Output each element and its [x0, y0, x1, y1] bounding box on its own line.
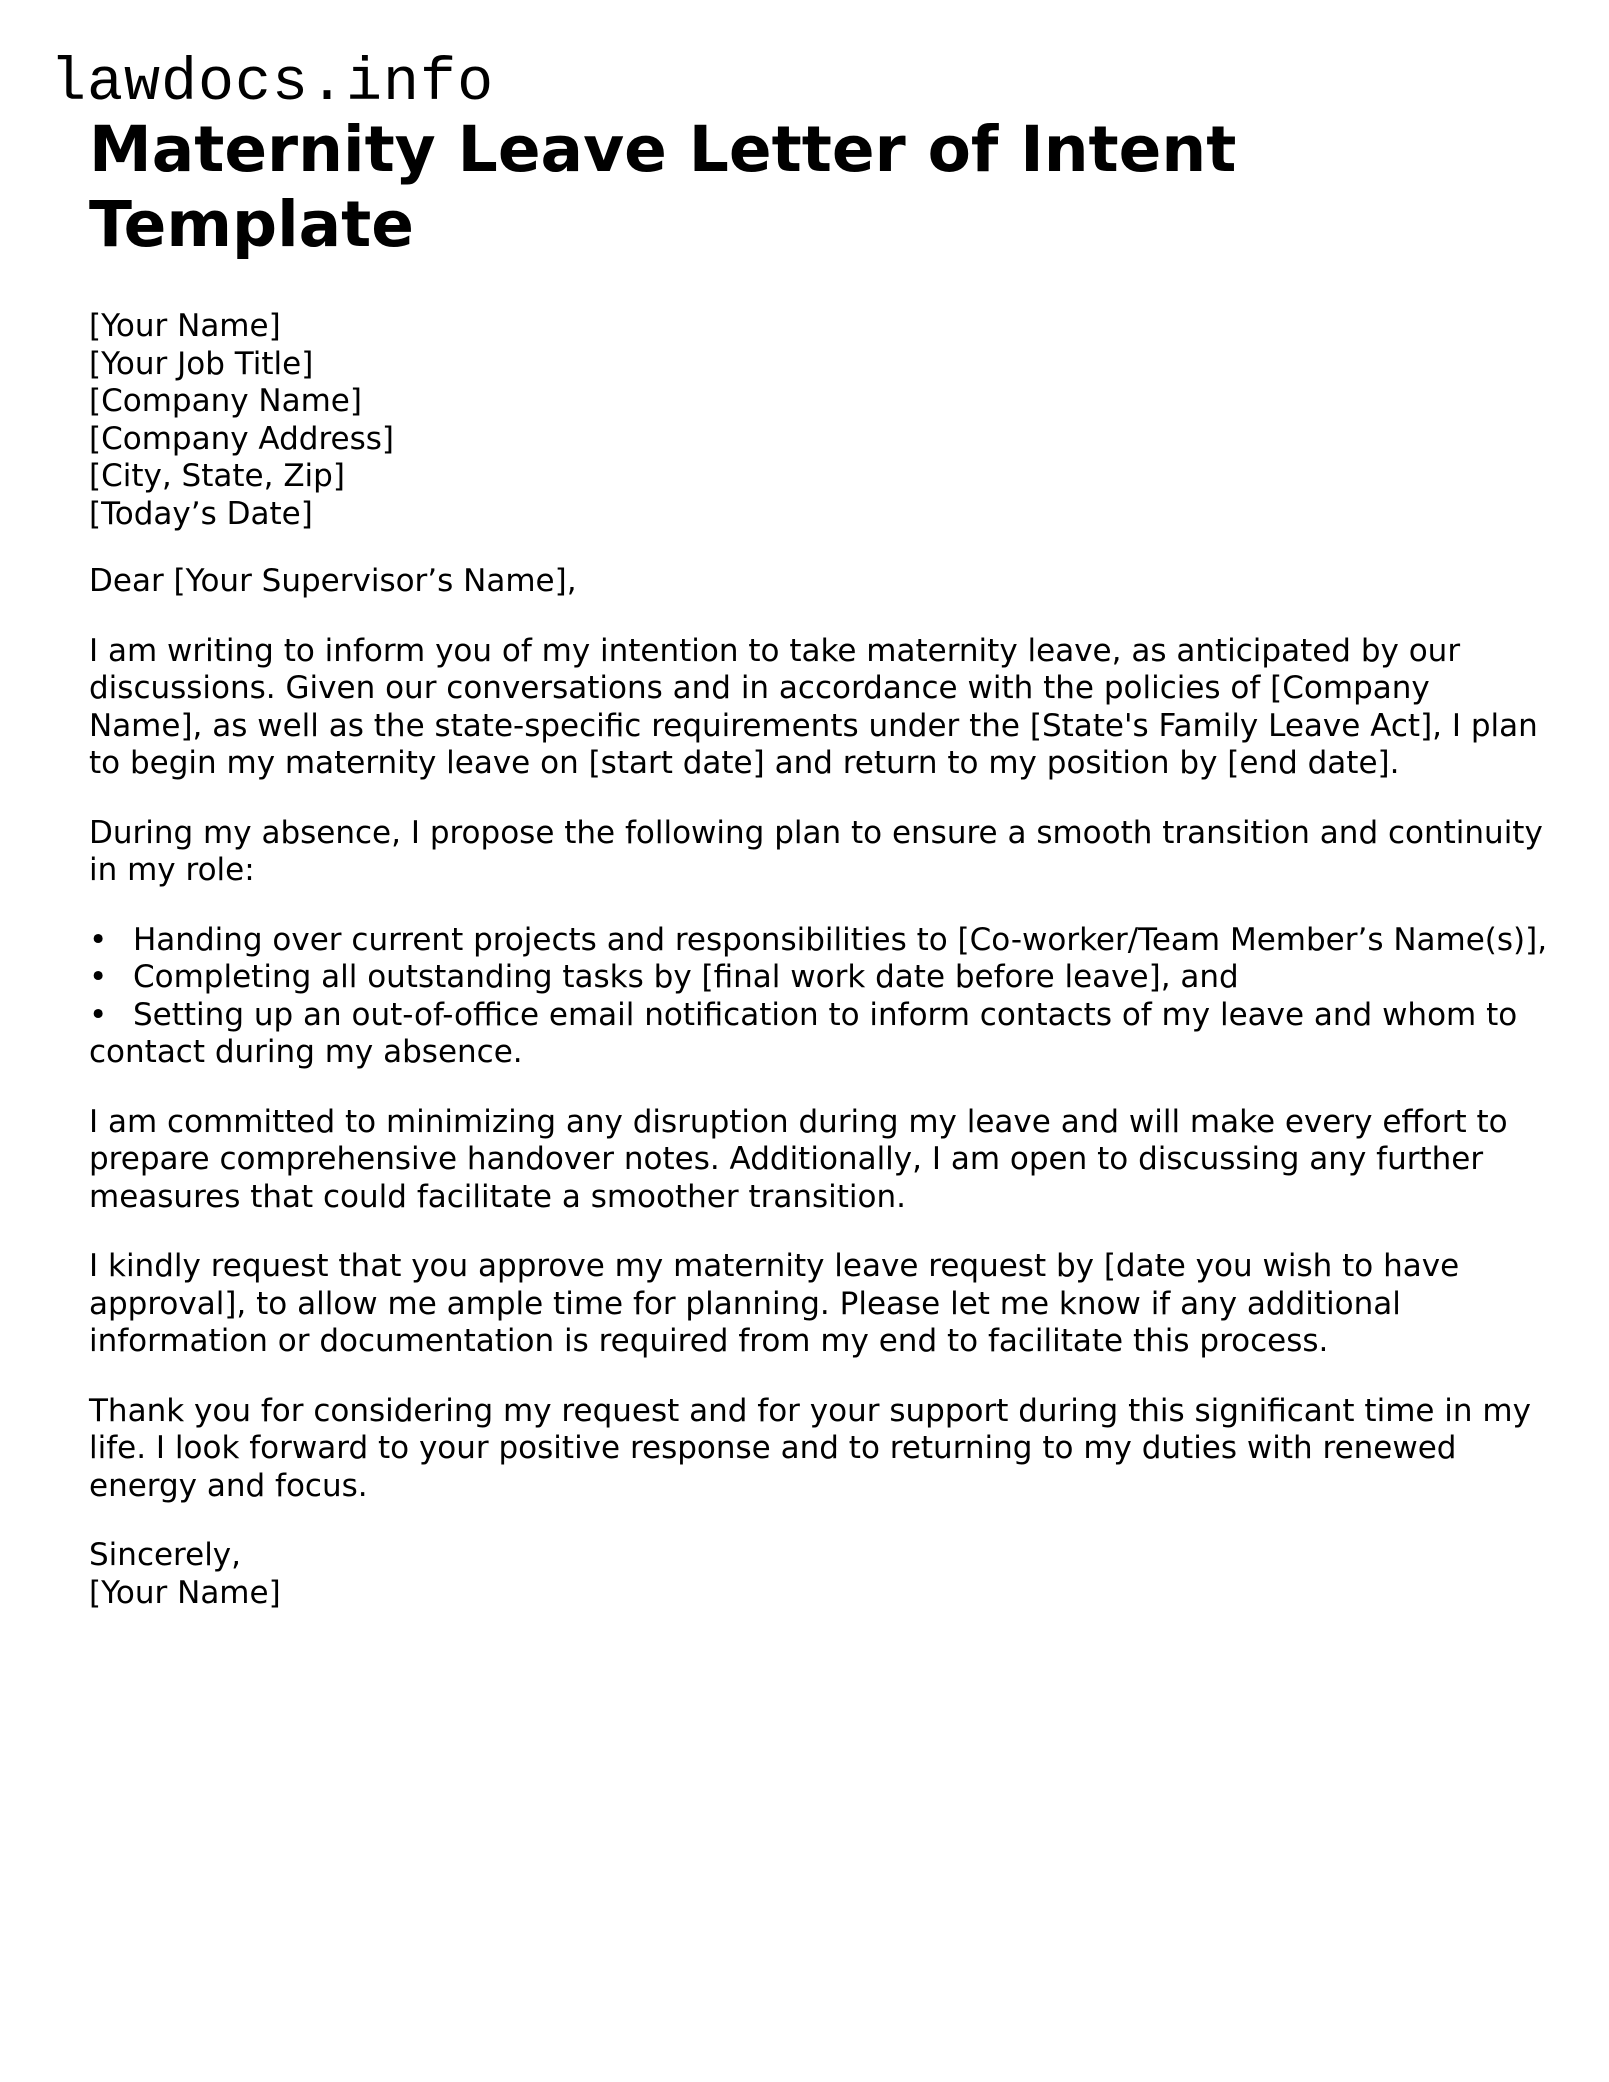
- city-state-zip-line: [City, State, Zip]: [89, 458, 345, 494]
- closing: Sincerely,: [89, 1537, 242, 1573]
- list-item: [89, 959, 1549, 997]
- list-item-text: Completing all outstanding tasks by [final work date before leave], and: [133, 959, 1239, 995]
- date-line: [Today’s Date]: [89, 495, 313, 532]
- site-watermark: lawdocs.info: [50, 50, 495, 118]
- approval-request-paragraph: I kindly request that you approve my maternity leave request by [date you wish to have approval], to allow me ample time for planning. Please let me know if any additional information or documentation is required from my end to facilitate this process.: [89, 1248, 1460, 1359]
- intent-paragraph: I am writing to inform you of my intention to take maternity leave, as anticipated by our discussions. Given our conversations and in accordance with the policies of [Company Name], as well as the state-specific requirements under the [State's Family Leave Act], I plan to begin my maternity leave on [start date] and return to my position by [end date].: [89, 632, 1538, 781]
- list-item-text: Setting up an out-of-office email notification to inform contacts of my leave and whom to contact during my absence.: [89, 996, 1518, 1070]
- closing-block: [89, 1537, 1549, 1612]
- company-name-line: [Company Name]: [89, 383, 362, 419]
- bullet-icon: •: [89, 996, 108, 1033]
- company-address-line: [Company Address]: [89, 420, 394, 457]
- commitment-paragraph: I am committed to minimizing any disruption during my leave and will make every effort to prepare comprehensive handover notes. Additionally, I am open to discussing any further measures that could facilitate a smoother transition.: [89, 1103, 1508, 1215]
- greeting: Dear [Your Supervisor’s Name],: [89, 563, 577, 599]
- list-item: [89, 997, 1549, 1072]
- bullet-icon: •: [89, 921, 108, 958]
- bullet-icon: •: [89, 959, 108, 995]
- sender-name-line: [Your Name]: [89, 308, 281, 344]
- letter-document: [89, 112, 1549, 1612]
- list-item-text: Handing over current projects and responsibilities to [Co-worker/Team Member’s Name(s)],: [133, 921, 1548, 958]
- thank-you-paragraph: Thank you for considering my request and for your support during this significant time in my life. I look forward to your positive response and to returning to my duties with renewed energy and focus.: [89, 1392, 1531, 1504]
- sender-job-title-line: [Your Job Title]: [89, 345, 314, 382]
- transition-plan-paragraph: During my absence, I propose the following plan to ensure a smooth transition and continuity in my role:: [89, 814, 1543, 888]
- transition-plan-list: [89, 922, 1549, 1072]
- signature: [Your Name]: [89, 1574, 281, 1611]
- document-title: Maternity Leave Letter of Intent Template: [89, 113, 1237, 261]
- sender-address-block: [89, 308, 1549, 533]
- list-item: [89, 922, 1549, 960]
